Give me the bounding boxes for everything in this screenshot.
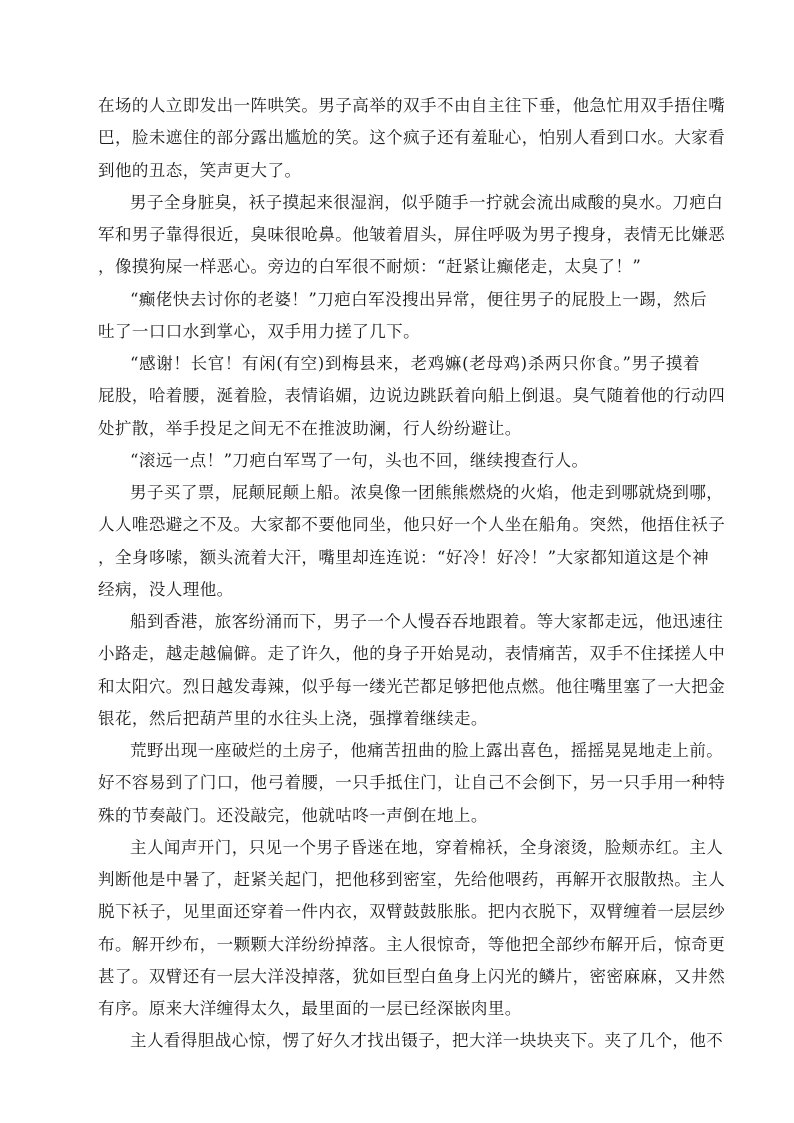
text-line: 到他的丑态，笑声更大了。 bbox=[98, 160, 302, 180]
text-line: “滚远一点！”刀疤白军骂了一句，头也不回，继续搜查行人。 bbox=[130, 450, 589, 470]
text-line: 船到香港，旅客纷涌而下，男子一个人慢吞吞地跟着。等大家都走远，他迅速往 bbox=[130, 612, 724, 631]
story-text bbox=[98, 90, 726, 1058]
text-line: 殊的节奏敲门。还没敲完，他就咕咚一声倒在地上。 bbox=[98, 805, 488, 825]
text-line: 在场的人立即发出一阵哄笑。男子高举的双手不由自主往下垂，他急忙用双手捂住嘴 bbox=[98, 96, 726, 115]
text-line: 男子全身脏臭，袄子摸起来很湿润，似乎随手一拧就会流出咸酸的臭水。刀疤白 bbox=[130, 192, 724, 212]
text-line: 吐了一口口水到掌心，双手用力搓了几下。 bbox=[98, 321, 421, 341]
text-line: 布。解开纱布，一颗颗大洋纷纷掉落。主人很惊奇，等他把全部纱布解开后，惊奇更 bbox=[98, 934, 726, 954]
text-line: 军和男子靠得很近，臭味很呛鼻。他皱着眉头，屏住呼吸为男子搜身，表情无比嫌恶 bbox=[98, 225, 726, 244]
text-line: “感谢！长官！有闲(有空)到梅县来，老鸡嫲(老母鸡)杀两只你食。”男子摸着 bbox=[130, 354, 700, 373]
text-line: 经病，没人理他。 bbox=[98, 579, 234, 599]
text-line: 脱下袄子，见里面还穿着一件内衣，双臂鼓鼓胀胀。把内衣脱下，双臂缠着一层层纱 bbox=[98, 902, 726, 922]
text-line: 小路走，越走越偏僻。走了许久，他的身子开始晃动，表情痛苦，双手不住揉搓人中 bbox=[98, 644, 726, 664]
text-line: ，像摸狗屎一样恶心。旁边的白军很不耐烦：“赶紧让癫佬走，太臭了！” bbox=[98, 257, 642, 277]
text-line: ，全身哆嗦，额头流着大汗，嘴里却连连说：“好冷！好冷！”大家都知道这是个神 bbox=[98, 547, 710, 567]
text-line: 男子买了票，屁颠屁颠上船。浓臭像一团熊熊燃烧的火焰，他走到哪就烧到哪， bbox=[130, 483, 724, 502]
text-line: 有序。原来大洋缠得太久，最里面的一层已经深嵌肉里。 bbox=[98, 999, 522, 1018]
text-line: 甚了。双臂还有一层大洋没掉落，犹如巨型白鱼身上闪光的鳞片，密密麻麻，又井然 bbox=[98, 966, 726, 986]
text-line: 主人看得胆战心惊，愣了好久才找出镊子，把大洋一块块夹下。夹了几个，他不 bbox=[130, 1031, 724, 1051]
text-line: 好不容易到了门口，他弓着腰，一只手抵住门，让自己不会倒下，另一只手用一种特 bbox=[98, 773, 726, 793]
text-line: 荒野出现一座破烂的土房子，他痛苦扭曲的脸上露出喜色，摇摇晃晃地走上前。 bbox=[130, 741, 724, 760]
text-line: 判断他是中暑了，赶紧关起门，把他移到密室，先给他喂药，再解开衣服散热。主人 bbox=[98, 870, 726, 889]
text-line: 屁股，哈着腰，涎着脸，表情谄媚，边说边跳跃着向船上倒退。臭气随着他的行动四 bbox=[98, 386, 726, 406]
text-line: 巴，脸未遮住的部分露出尴尬的笑。这个疯子还有羞耻心，怕别人看到口水。大家看 bbox=[98, 128, 726, 148]
text-line: 银花，然后把葫芦里的水往头上浇，强撑着继续走。 bbox=[98, 708, 488, 728]
text-line: 处扩散，举手投足之间无不在推波助澜，行人纷纷避让。 bbox=[98, 418, 522, 438]
text-line: “癫佬快去讨你的老婆！”刀疤白军没搜出异常，便往男子的屁股上一踢，然后 bbox=[130, 289, 708, 309]
text-line: 主人闻声开门，只见一个男子昏迷在地，穿着棉袄，全身滚烫，脸颊赤红。主人 bbox=[130, 837, 724, 857]
text-line: 和太阳穴。烈日越发毒辣，似乎每一缕光芒都足够把他点燃。他往嘴里塞了一大把金 bbox=[98, 676, 726, 696]
text-line: 人人唯恐避之不及。大家都不要他同坐，他只好一个人坐在船角。突然，他捂住袄子 bbox=[98, 515, 726, 535]
